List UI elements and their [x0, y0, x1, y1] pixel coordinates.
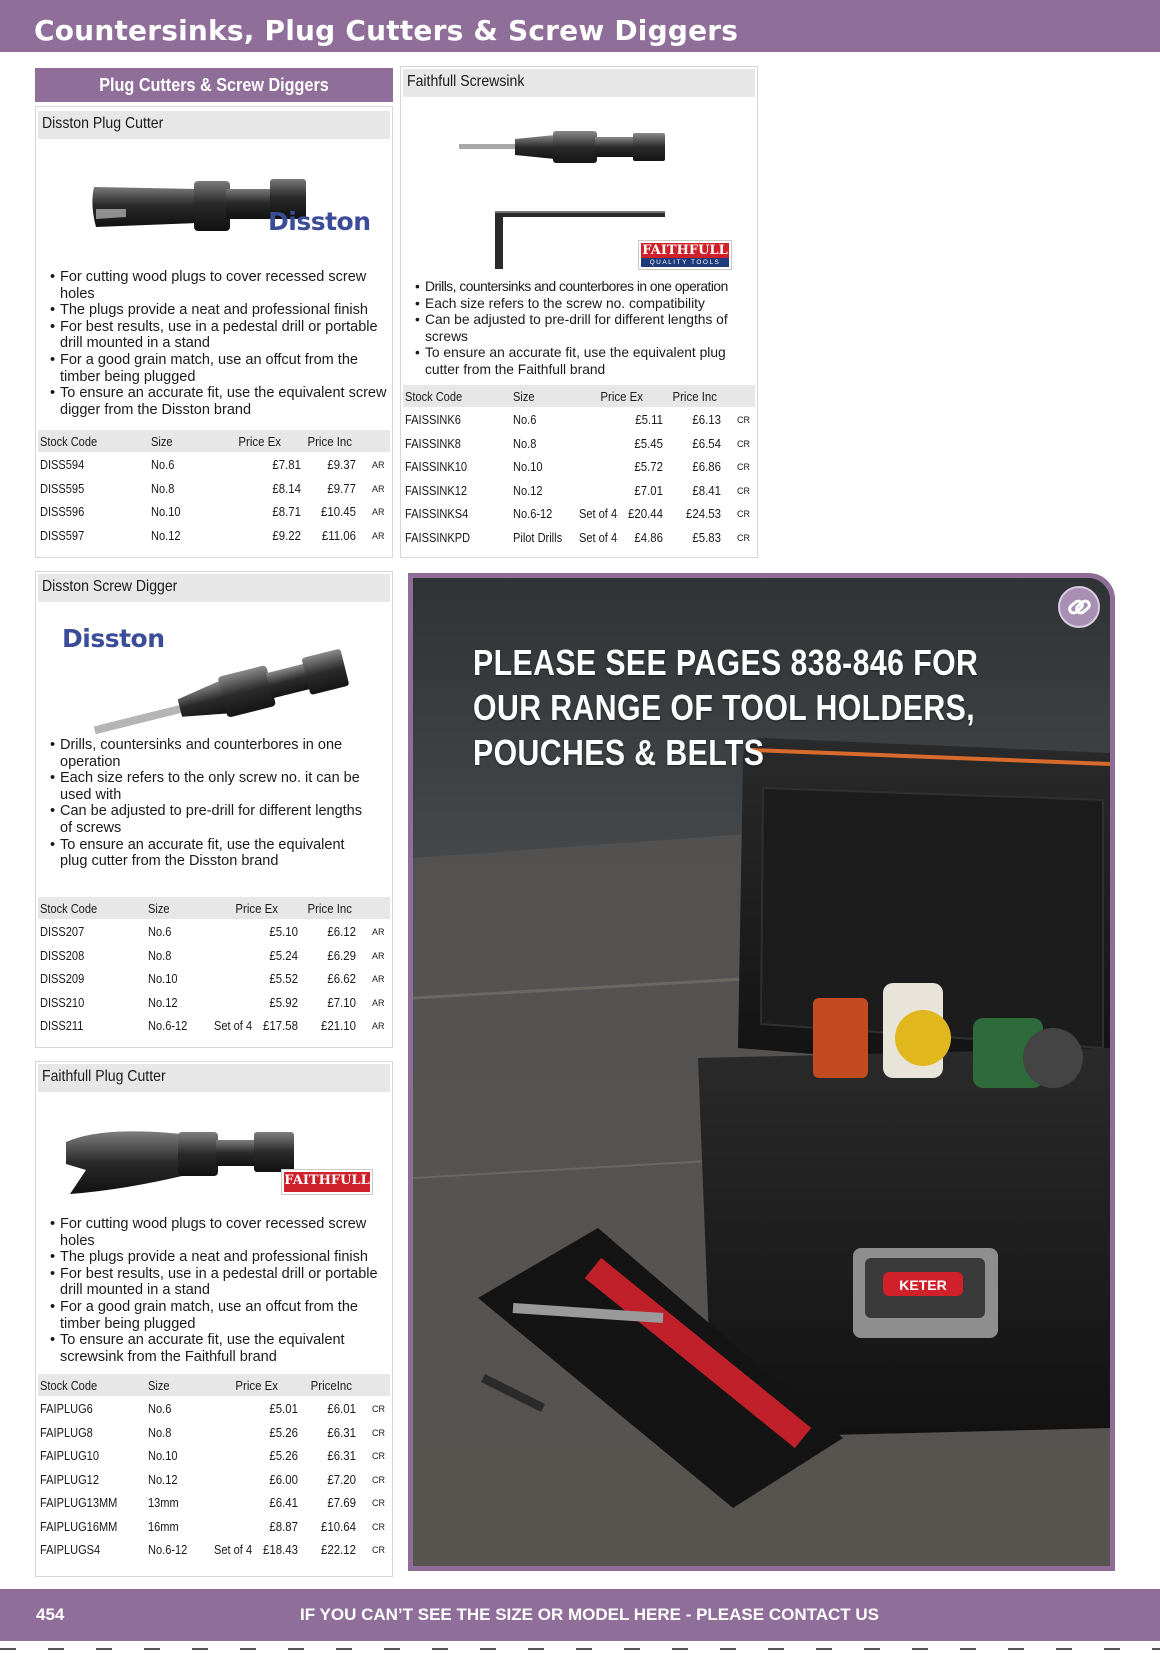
product-faithfull-plug-cutter: [35, 1061, 393, 1577]
disston-logo: Disston: [62, 624, 165, 653]
price-inc: £6.86: [692, 459, 721, 474]
price-ex: £5.01: [269, 1401, 298, 1416]
price-table: [38, 430, 390, 550]
size: No.10: [148, 971, 178, 986]
stock-flag: AR: [372, 460, 385, 470]
size: No.6: [513, 412, 537, 427]
table-row: [403, 503, 755, 527]
size: No.6: [148, 1401, 172, 1416]
product-disston-plug-cutter: [35, 106, 393, 558]
page-header: [0, 0, 1160, 52]
stock-flag: AR: [372, 483, 385, 494]
price-inc: £7.20: [327, 1471, 356, 1487]
size: Pilot Drills: [513, 529, 563, 545]
size: No.8: [148, 947, 172, 963]
table-row: [38, 1469, 390, 1493]
price-ex: £5.92: [269, 994, 298, 1010]
promo-photo: [413, 578, 1110, 1566]
header-price-ex: Price Ex: [600, 389, 643, 404]
stock-code: DISS210: [40, 994, 85, 1010]
table-row: [38, 945, 390, 969]
price-ex: £5.52: [269, 971, 298, 986]
feature-item: • Each size refers to the screw no. compatibility: [415, 296, 755, 313]
stock-code: FAISSINKS4: [405, 506, 469, 521]
product-title-bar: [38, 111, 390, 139]
price-inc: £6.01: [327, 1401, 356, 1416]
feature-list: [415, 279, 755, 378]
stock-code: FAIPLUG10: [40, 1448, 99, 1463]
header-price-inc: Price Inc: [307, 901, 352, 916]
feature-list: [50, 737, 370, 870]
set-qty: Set of 4: [579, 529, 618, 545]
table-row: [403, 527, 755, 551]
price-inc: £6.29: [327, 947, 356, 963]
stock-code: FAISSINK12: [405, 482, 468, 498]
size: No.10: [148, 1448, 178, 1463]
header-price-ex: Price Ex: [235, 901, 278, 916]
table-row: [38, 992, 390, 1016]
price-inc: £6.12: [327, 924, 356, 939]
stock-code: FAISSINK8: [405, 435, 461, 451]
page-title: Countersinks, Plug Cutters & Screw Diggers: [34, 14, 739, 47]
price-ex: £5.72: [634, 459, 663, 474]
feature-item: • For best results, use in a pedestal drill or portable drill mounted in a stand: [50, 1266, 390, 1299]
table-header: [38, 430, 390, 452]
stock-flag: AR: [372, 507, 385, 517]
stock-flag: CR: [372, 1474, 385, 1485]
stock-code: FAIPLUG12: [40, 1471, 99, 1487]
feature-item: • For a good grain match, use an offcut from the timber being plugged: [50, 1299, 390, 1332]
page-footer: [0, 1589, 1160, 1641]
price-ex: £5.45: [634, 435, 663, 451]
product-title: Disston Screw Digger: [42, 578, 178, 595]
stock-flag: AR: [372, 997, 385, 1008]
table-row: [38, 1516, 390, 1540]
stock-flag: AR: [372, 1021, 385, 1031]
table-row: [403, 433, 755, 457]
table-row: [38, 1398, 390, 1422]
feature-item: • Each size refers to the only screw no. it can be used with: [50, 770, 370, 803]
plug-cutter-image: [62, 1114, 302, 1204]
promo-line: OUR RANGE OF TOOL HOLDERS,: [473, 687, 976, 728]
faithfull-logo: FAITHFULL: [282, 1170, 372, 1194]
stock-flag: CR: [737, 485, 750, 496]
promo-panel: [408, 573, 1115, 1571]
table-row: [38, 501, 390, 525]
table-row: [38, 921, 390, 945]
price-ex: £8.71: [272, 504, 301, 519]
product-title-bar: [38, 1064, 390, 1092]
price-ex: £8.87: [269, 1518, 298, 1534]
price-inc: £22.12: [321, 1542, 356, 1557]
stock-code: FAISSINK6: [405, 412, 461, 427]
link-icon[interactable]: [1058, 586, 1100, 628]
stock-code: FAISSINK10: [405, 459, 468, 474]
price-inc: £6.31: [327, 1448, 356, 1463]
table-header: [38, 1374, 390, 1396]
stock-flag: CR: [737, 438, 750, 449]
price-ex: £5.26: [269, 1424, 298, 1440]
price-inc: £24.53: [686, 506, 721, 521]
table-row: [403, 409, 755, 433]
stock-code: FAISSINKPD: [405, 529, 471, 545]
feature-item: • Can be adjusted to pre-drill for different lengths of screws: [415, 312, 755, 345]
header-size: Size: [151, 434, 173, 449]
feature-list: [50, 269, 390, 418]
stock-flag: AR: [372, 974, 385, 984]
header-stock-code: Stock Code: [40, 901, 98, 916]
header-size: Size: [513, 389, 535, 404]
stock-code: FAIPLUG16MM: [40, 1518, 118, 1534]
faithfull-logo: FAITHFULL QUALITY TOOLS: [639, 241, 731, 269]
stock-flag: CR: [737, 532, 750, 543]
price-ex: £7.81: [272, 457, 301, 472]
keter-logo: KETER: [899, 1277, 947, 1293]
feature-item: • To ensure an accurate fit, use the equivalent plug cutter from the Faithfull brand: [415, 345, 755, 378]
stock-flag: AR: [372, 927, 385, 937]
table-row: [38, 525, 390, 549]
header-stock-code: Stock Code: [40, 434, 98, 449]
cut-line: [0, 1648, 1160, 1650]
stock-flag: CR: [372, 1545, 385, 1555]
price-ex: £17.58: [263, 1018, 298, 1033]
stock-flag: CR: [737, 509, 750, 519]
price-inc: £21.10: [321, 1018, 356, 1033]
size: No.10: [513, 459, 543, 474]
size: No.6-12: [148, 1018, 188, 1033]
table-row: [38, 968, 390, 992]
product-title-bar: [403, 69, 755, 97]
size: No.8: [148, 1424, 172, 1440]
price-ex: £9.22: [272, 527, 301, 543]
stock-code: DISS211: [40, 1018, 84, 1033]
section-heading-label: Plug Cutters & Screw Diggers: [99, 75, 329, 95]
header-stock-code: Stock Code: [405, 389, 463, 404]
feature-item: • To ensure an accurate fit, use the equivalent plug cutter from the Disston brand: [50, 837, 370, 870]
feature-item: • For a good grain match, use an offcut from the timber being plugged: [50, 352, 390, 385]
price-inc: £8.41: [692, 482, 721, 498]
price-inc: £9.37: [327, 457, 356, 472]
price-inc: £7.10: [327, 994, 356, 1010]
stock-code: DISS597: [40, 527, 85, 543]
table-header: [38, 897, 390, 919]
table-row: [403, 456, 755, 480]
price-inc: £6.13: [692, 412, 721, 427]
header-price-ex: Price Ex: [235, 1378, 278, 1393]
size: No.10: [151, 504, 181, 519]
stock-flag: CR: [372, 1404, 385, 1414]
screw-digger-image: [84, 640, 364, 750]
table-row: [38, 1422, 390, 1446]
price-inc: £9.77: [327, 480, 356, 496]
stock-flag: CR: [372, 1521, 385, 1532]
size: No.6: [148, 924, 172, 939]
stock-code: DISS594: [40, 457, 85, 472]
table-header: [403, 385, 755, 407]
size: No.12: [148, 994, 178, 1010]
section-heading: [35, 68, 393, 102]
price-inc: £5.83: [692, 529, 721, 545]
table-row: [38, 1015, 390, 1039]
size: No.6-12: [148, 1542, 188, 1557]
price-inc: £10.64: [321, 1518, 356, 1534]
feature-item: • For cutting wood plugs to cover recessed screw holes: [50, 269, 390, 302]
product-title: Disston Plug Cutter: [42, 115, 164, 132]
product-faithfull-screwsink: [400, 66, 758, 558]
stock-code: DISS596: [40, 504, 85, 519]
product-title: Faithfull Screwsink: [407, 73, 525, 90]
product-title: Faithfull Plug Cutter: [42, 1068, 166, 1085]
screwsink-image: [459, 127, 669, 167]
table-row: [38, 478, 390, 502]
feature-item: • Drills, countersinks and counterbores in one operation: [415, 279, 755, 296]
price-inc: £11.06: [321, 527, 356, 543]
price-table: [38, 897, 390, 1041]
price-ex: £8.14: [272, 480, 301, 496]
product-title-bar: [38, 574, 390, 602]
size: No.8: [513, 435, 537, 451]
stock-code: DISS595: [40, 480, 85, 496]
stock-code: FAIPLUG8: [40, 1424, 93, 1440]
price-ex: £4.86: [634, 529, 663, 545]
set-qty: Set of 4: [214, 1018, 253, 1033]
stock-code: FAIPLUGS4: [40, 1542, 101, 1557]
table-row: [403, 480, 755, 504]
stock-flag: AR: [372, 530, 385, 541]
price-table: [403, 385, 755, 553]
stock-code: DISS208: [40, 947, 85, 963]
set-qty: Set of 4: [214, 1542, 253, 1557]
price-inc: £6.31: [327, 1424, 356, 1440]
stock-flag: CR: [372, 1427, 385, 1438]
size: No.12: [151, 527, 181, 543]
disston-logo: Disston: [268, 207, 371, 236]
feature-list: [50, 1216, 390, 1365]
price-ex: £5.24: [269, 947, 298, 963]
price-ex: £5.11: [635, 412, 663, 427]
feature-item: • Drills, countersinks and counterbores in one operation: [50, 737, 370, 770]
stock-code: FAIPLUG6: [40, 1401, 93, 1416]
price-ex: £6.00: [269, 1471, 298, 1487]
header-stock-code: Stock Code: [40, 1378, 98, 1393]
stock-flag: AR: [372, 950, 385, 961]
table-row: [38, 1445, 390, 1469]
stock-flag: CR: [372, 1498, 385, 1508]
stock-code: DISS207: [40, 924, 85, 939]
size: 16mm: [148, 1518, 179, 1534]
table-row: [38, 454, 390, 478]
promo-line: PLEASE SEE PAGES 838-846 FOR: [473, 642, 979, 683]
price-inc: £10.45: [321, 504, 356, 519]
footer-message: IF YOU CAN’T SEE THE SIZE OR MODEL HERE - PLEASE CONTACT US: [300, 1605, 879, 1624]
feature-item: • Can be adjusted to pre-drill for different lengths of screws: [50, 803, 370, 836]
header-price-inc: PriceInc: [310, 1378, 352, 1393]
stock-flag: CR: [737, 415, 750, 425]
feature-item: • For cutting wood plugs to cover recessed screw holes: [50, 1216, 390, 1249]
size: No.6: [151, 457, 175, 472]
header-price-inc: Price Inc: [307, 434, 352, 449]
size: No.8: [151, 480, 175, 496]
size: No.12: [148, 1471, 178, 1487]
header-price-ex: Price Ex: [238, 434, 281, 449]
price-ex: £5.10: [269, 924, 298, 939]
page-number: 454: [36, 1605, 65, 1624]
promo-line: POUCHES & BELTS: [473, 732, 765, 773]
size: No.6-12: [513, 506, 553, 521]
stock-code: DISS209: [40, 971, 85, 986]
price-inc: £7.69: [327, 1495, 356, 1510]
feature-item: • The plugs provide a neat and professional finish: [50, 1249, 390, 1266]
product-disston-screw-digger: [35, 571, 393, 1048]
price-ex: £5.26: [269, 1448, 298, 1463]
stock-flag: CR: [737, 462, 750, 472]
promo-text: [473, 640, 978, 775]
feature-item: • The plugs provide a neat and professional finish: [50, 302, 390, 319]
price-inc: £6.62: [327, 971, 356, 986]
header-size: Size: [148, 901, 170, 916]
stock-code: FAIPLUG13MM: [40, 1495, 118, 1510]
feature-item: • To ensure an accurate fit, use the equivalent screwsink from the Faithfull brand: [50, 1332, 390, 1365]
header-size: Size: [148, 1378, 170, 1393]
price-ex: £20.44: [628, 506, 663, 521]
table-row: [38, 1492, 390, 1516]
feature-item: • To ensure an accurate fit, use the equivalent screw digger from the Disston brand: [50, 385, 390, 418]
price-ex: £18.43: [263, 1542, 298, 1557]
price-table: [38, 1374, 390, 1566]
price-inc: £6.54: [692, 435, 721, 451]
price-ex: £6.41: [269, 1495, 298, 1510]
stock-flag: CR: [372, 1451, 385, 1461]
feature-item: • For best results, use in a pedestal drill or portable drill mounted in a stand: [50, 319, 390, 352]
table-row: [38, 1539, 390, 1563]
size: No.12: [513, 482, 543, 498]
size: 13mm: [148, 1495, 179, 1510]
set-qty: Set of 4: [579, 506, 618, 521]
price-ex: £7.01: [634, 482, 663, 498]
header-price-inc: Price Inc: [672, 389, 717, 404]
